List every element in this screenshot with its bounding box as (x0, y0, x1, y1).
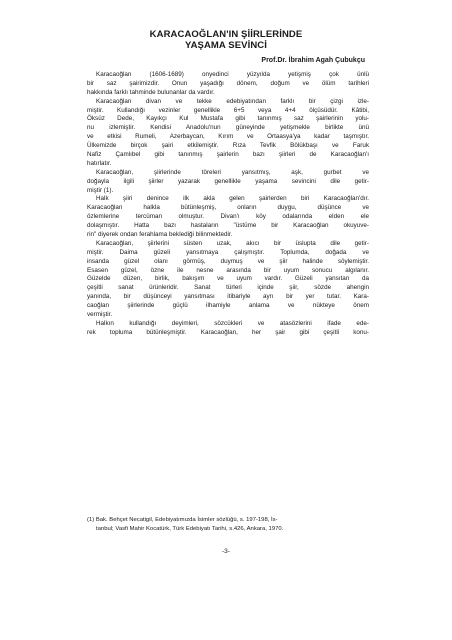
body-line: Ülkemizde birçok şairi etkilemiştir. Rıza Tevfik Bölükbaşı ve Faruk (87, 142, 369, 150)
body-text (87, 71, 369, 338)
body-line: çeşitli sanat ürünleridir. Sanat türleri içinde şiir, sözde ahengin (87, 284, 369, 292)
body-line: miştir. Daima güzeli yansıtmaya çalışmıştır. Toplumda, doğada ve (87, 248, 369, 256)
body-line: ve etkisi Rumeli, Azerbaycan, Kırım ve Ortaasya'ya kadar taşmıştır. (87, 133, 369, 141)
footnote (87, 516, 372, 533)
title-line-1: KARACAOĞLAN'IN ŞİİRLERİNDE (149, 29, 303, 40)
body-line: Halkın kullandığı deyimleri, sözcükleri ve atasözlerini ifade ede- (96, 319, 369, 327)
body-line: hatırlatır. (87, 159, 112, 167)
author-name: Prof.Dr. İbrahim Agah Çubukçu (261, 57, 365, 64)
body-line: Karacaoğlan divan ve tekke edebiyatından farklı bir çizgi izle- (96, 97, 369, 105)
body-line: dolaşmıştır. Hatta bazı hastaların "üstüme bir Karacaoğlan okuyuve- (87, 222, 369, 230)
body-line: vermiştir. (87, 311, 113, 319)
body-line: miştir. Kullandığı vezinler genellikle 6+5 veya 4+4 ölçüsüdür. Kâtibi, (87, 106, 369, 114)
body-line: doğayla ilgili şiirler yazarak genellikle yaşama sevincini dile getir- (87, 177, 369, 185)
body-line: Halk şiiri denince ilk akla gelen şairlerden biri Karacaoğlan'dır. (96, 195, 369, 203)
body-line: caoğlan şiirlerinde güçlü ilhamiyle anlama ve nükteye önem (87, 302, 369, 310)
footnote-line: (1) Bak. Behçet Necatigil, Edebiyatımızda İsimler sözlüğü, s. 197-198, İs- (87, 517, 278, 523)
body-line: rek topluma bütünleşmiştir. Karacaoğlan, her şair gibi çeşitli konu- (87, 328, 369, 336)
body-line: özlemlerine tercüman olmuştur. Divan'ı köy odalarında elden ele (87, 213, 369, 221)
body-line: nu izlemiştir. Kendisi Anadolu'nun güneyinde yetişmekle birlikte ünü (87, 124, 369, 132)
body-line: Karacaoğlan (1606-1689) onyedinci yüzyılda yetişmiş çok ünlü (96, 71, 369, 78)
body-line: Öksüz Dede, Kayıkçı Kul Mustafa gibi tanınmış saz şairlerinin yolu- (87, 115, 369, 123)
title-line-2: YAŞAMA SEVİNCİ (185, 40, 267, 51)
body-line: Karacaoğlan, şiirlerini süsten uzak, akıcı bir üslupta dile getir- (96, 239, 369, 247)
body-line: Karacaoğlan, şiirlerinde töreleri yansıtmış, aşk, gurbet ve (96, 168, 369, 176)
body-line: hakkında farklı tahminde bulunanlar da vardır. (87, 88, 215, 96)
body-line: Nafiz Çamlıbel gibi tanınmış şairlerin bazı şiirleri de Karacaoğlan'ı (87, 151, 369, 159)
body-line: miştir (1). (87, 186, 114, 194)
footnote-line: tanbul; Vasfi Mahir Kocatürk, Türk Edebiyatı Tarihi, s.426, Ankara, 1970. (96, 525, 284, 532)
body-line: Esasen güzel, özne ile nesne arasında bir uyum sonucu algılanır. (87, 266, 369, 274)
body-line: Karacaoğlan halkla bütünleşmiş, onların duygu, düşünce ve (87, 204, 369, 212)
body-line: rin" diyerek ondan ferahlama beklediği bilinmektedir. (87, 231, 233, 239)
body-line: yanında, bir düşünceyi yansıtması itibariyle ayrı bir yer tutar. Kara- (87, 293, 369, 301)
page-number: -3- (222, 548, 230, 555)
body-line: insanda güzel olanı görmüş, duymuş ve şiir halinde söylemiştir. (87, 257, 369, 265)
body-line: Güzelde düzen, birlik, bakışım ve uyum vardır. Güzeli yansıtan da (87, 275, 369, 283)
body-line: bir saz şairimizdir. Onun yaşadığı dönem, doğum ve ölüm tarihleri (87, 79, 369, 87)
